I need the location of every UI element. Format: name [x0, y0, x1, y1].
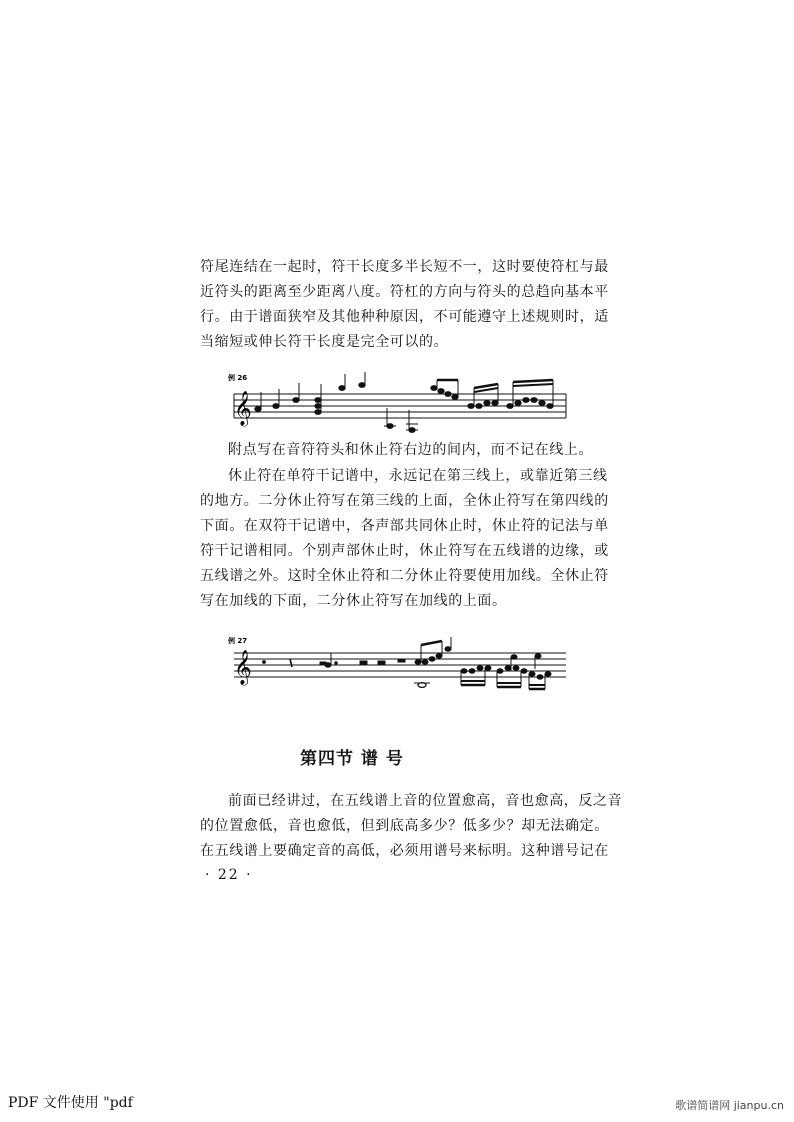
treble-clef-icon: 𝄞 [234, 650, 252, 685]
paragraph-dot-placement [200, 438, 612, 463]
watermark-text: 歌谱简谱网 jianpu.cn [675, 1099, 784, 1112]
text-line: 休止符在单符干记谱中，永远记在第三线上，或靠近第三线 [228, 468, 608, 484]
notes [255, 372, 566, 432]
text-line: 前面已经讲过，在五线谱上音的位置愈高，音也愈高，反之音 [228, 793, 623, 809]
music-example-26 [226, 370, 571, 440]
paragraph-clef-intro [200, 789, 623, 864]
text-line: 附点写在音符符头和休止符右边的间内，而不记在线上。 [228, 442, 593, 458]
text-line: 近符头的距离至少距离八度。符杠的方向与符头的总趋向基本平 [200, 284, 609, 300]
text-line: 符干记谱相同。个别声部休止时，休止符写在五线谱的边缘，或 [200, 543, 609, 559]
text-line: 符尾连结在一起时，符干长度多半长短不一，这时要使符杠与最 [200, 259, 609, 275]
text-line: 下面。在双符干记谱中，各声部共同休止时，休止符的记法与单 [200, 518, 609, 534]
staff-lines [234, 394, 566, 418]
paragraph-rest-placement [200, 464, 612, 614]
text-line: 五线谱之外。这时全休止符和二分休止符要使用加线。全休止符 [200, 568, 609, 584]
section-title: 第四节 谱 号 [300, 749, 404, 769]
text-line: 在五线谱上要确定音的高低，必须用谱号来标明。这种谱号记在 [200, 843, 609, 859]
text-line: 当缩短或伸长符干长度是完全可以的。 [200, 334, 449, 350]
treble-clef-icon: 𝄞 [234, 391, 252, 426]
text-line: 行。由于谱面狭窄及其他种种原因，不可能遵守上述规则时，适 [200, 309, 609, 325]
text-line: 写在加线的下面，二分休止符写在加线的上面。 [200, 593, 507, 609]
rests-and-notes [263, 637, 551, 689]
text-line: 的位置愈低，音也愈低，但到底高多少？低多少？却无法确定。 [200, 818, 609, 834]
paragraph-beam-rules [200, 255, 612, 355]
example-27-label: 例 27 [228, 637, 248, 645]
page-number: · 22 · [205, 867, 253, 883]
pdf-footer-note: PDF 文件使用 "pdf [8, 1095, 133, 1111]
text-line: 的地方。二分休止符写在第三线的上面，全休止符写在第四线的 [200, 493, 609, 509]
example-26-label: 例 26 [228, 374, 248, 382]
music-example-27 [226, 633, 571, 693]
